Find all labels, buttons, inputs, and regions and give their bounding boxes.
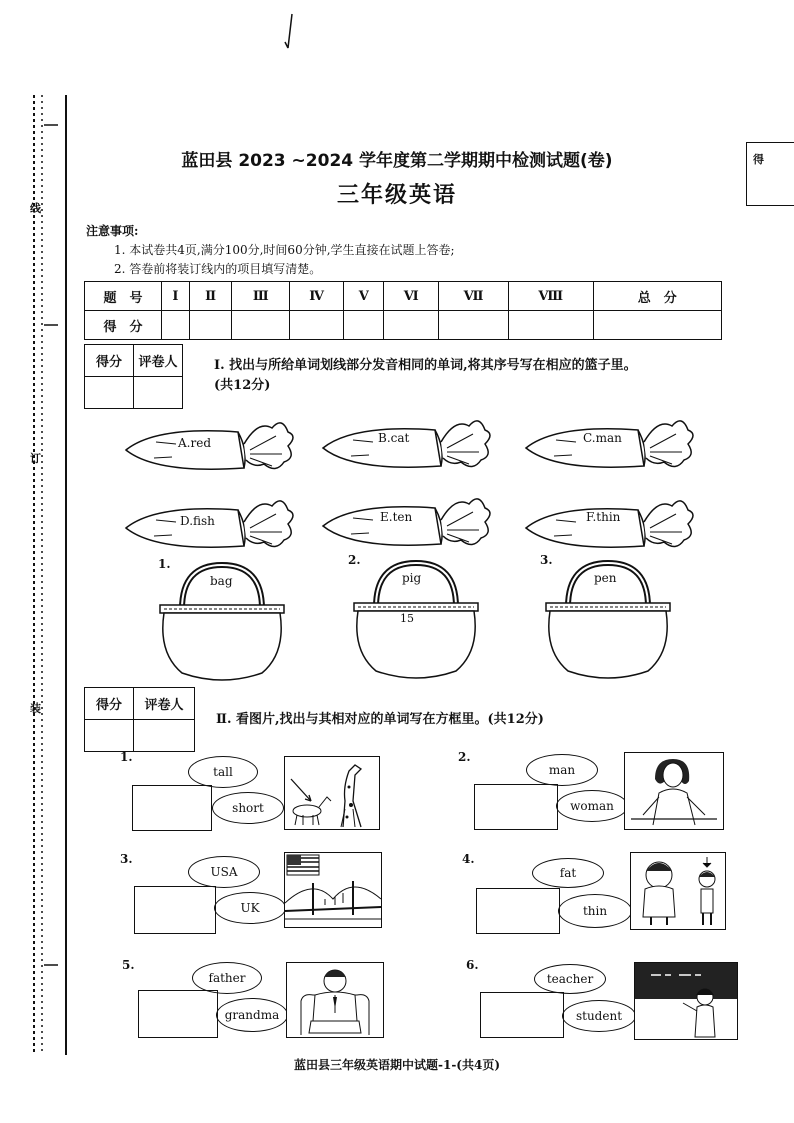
- word-oval-tall: tall: [188, 756, 258, 788]
- picture-teacher-at-board: [634, 962, 738, 1040]
- item-num-2: 2.: [458, 750, 471, 764]
- side-tab-label: 得: [753, 153, 764, 166]
- notes-item-2: 2. 答卷前将装订线内的项目填写清楚。: [114, 262, 322, 276]
- word-oval-grandma: grandma: [216, 998, 288, 1032]
- teacher-board-icon: [635, 963, 737, 1039]
- item-num-5: 5.: [122, 958, 135, 972]
- item-num-4: 4.: [462, 852, 475, 866]
- answer-box-1[interactable]: [132, 785, 212, 831]
- carrot-word-e: E.ten: [380, 510, 413, 524]
- word-oval-thin: thin: [558, 894, 632, 928]
- pen-mark: [280, 12, 300, 52]
- score-table: [84, 281, 722, 340]
- word-oval-fat: fat: [532, 858, 604, 888]
- item-num-6: 6.: [466, 958, 479, 972]
- col-2: Ⅱ: [189, 282, 232, 311]
- binding-mark-line: 线: [30, 202, 41, 215]
- picture-us-flag-bridge: [284, 852, 382, 928]
- word-oval-father: father: [192, 962, 262, 994]
- col-4: Ⅳ: [290, 282, 344, 311]
- binding-mark-ding: 订: [30, 452, 41, 465]
- carrot-icon: [526, 501, 693, 547]
- col-total: 总 分: [593, 282, 721, 311]
- notes: [86, 222, 455, 279]
- item-num-3: 3.: [120, 852, 133, 866]
- answer-box-6[interactable]: [480, 992, 564, 1038]
- carrot-word-f: F.thin: [586, 510, 621, 524]
- score-row1-label: 题 号: [85, 282, 162, 311]
- section1-instruction: Ⅰ. 找出与所给单词划线部分发音相同的单词,将其序号写在相应的篮子里。: [214, 358, 637, 373]
- answer-box-2[interactable]: [474, 784, 558, 830]
- basket-num-1: 1.: [158, 557, 171, 571]
- carrot-word-a: A.red: [178, 436, 211, 450]
- answer-box-3[interactable]: [134, 886, 216, 934]
- carrot-word-c: C.man: [583, 431, 622, 445]
- col-7: Ⅶ: [439, 282, 509, 311]
- answer-box-5[interactable]: [138, 990, 218, 1038]
- exam-subject: 三年级英语: [336, 183, 457, 208]
- word-oval-man: man: [526, 754, 598, 786]
- man-in-chair-icon: [287, 963, 383, 1037]
- answer-box-4[interactable]: [476, 888, 560, 934]
- picture-giraffe-and-goat: [284, 756, 380, 830]
- grader-score-label: 得分: [85, 345, 134, 377]
- baskets-area: [0, 555, 794, 685]
- giraffe-goat-icon: [285, 757, 379, 829]
- score-cell[interactable]: [189, 311, 232, 340]
- carrots-area: [0, 400, 794, 560]
- woman-icon: [625, 753, 723, 829]
- two-boys-icon: [631, 853, 725, 929]
- score-cell[interactable]: [232, 311, 290, 340]
- score-cell[interactable]: [508, 311, 593, 340]
- col-6: Ⅵ: [384, 282, 439, 311]
- word-oval-woman: woman: [556, 790, 628, 822]
- grader-score-cell[interactable]: [85, 720, 134, 752]
- grader-box-2: [84, 687, 195, 752]
- col-3: Ⅲ: [232, 282, 290, 311]
- page-footer: 蓝田县三年级英语期中试题-1-(共4页): [293, 1058, 501, 1072]
- score-cell[interactable]: [162, 311, 190, 340]
- basket-word-3: pen: [594, 571, 617, 585]
- score-cell[interactable]: [344, 311, 384, 340]
- score-cell[interactable]: [439, 311, 509, 340]
- carrot-word-b: B.cat: [378, 431, 410, 445]
- score-table-score-row: [85, 311, 722, 340]
- binding-mark-zhuang: 装: [30, 702, 41, 715]
- grader-name-label: 评卷人: [134, 345, 183, 377]
- flag-bridge-icon: [285, 853, 381, 927]
- picture-man-in-chair: [286, 962, 384, 1038]
- picture-woman: [624, 752, 724, 830]
- basket-num-2: 2.: [348, 553, 361, 567]
- grader-name-cell[interactable]: [134, 720, 195, 752]
- word-oval-short: short: [212, 792, 284, 824]
- col-8: Ⅷ: [508, 282, 593, 311]
- carrot-word-d: D.fish: [180, 514, 215, 528]
- section1-points: (共12分): [214, 378, 271, 393]
- basket-num-3: 3.: [540, 553, 553, 567]
- score-table-header-row: [85, 282, 722, 311]
- basket-word-1: bag: [210, 574, 233, 588]
- section2-instruction: Ⅱ. 看图片,找出与其相对应的单词写在方框里。(共12分): [216, 712, 544, 727]
- score-row2-label: 得 分: [85, 311, 162, 340]
- word-oval-teacher: teacher: [534, 964, 606, 994]
- word-oval-student: student: [562, 1000, 636, 1032]
- basket-word-2: pig: [402, 571, 422, 585]
- item-num-1: 1.: [120, 750, 133, 764]
- col-1: Ⅰ: [162, 282, 190, 311]
- col-5: Ⅴ: [344, 282, 384, 311]
- score-cell[interactable]: [290, 311, 344, 340]
- notes-heading: 注意事项:: [86, 224, 139, 238]
- score-cell[interactable]: [593, 311, 721, 340]
- grader-score-label: 得分: [85, 688, 134, 720]
- score-cell[interactable]: [384, 311, 439, 340]
- notes-item-1: 1. 本试卷共4页,满分100分,时间60分钟,学生直接在试题上答卷;: [114, 243, 455, 257]
- word-oval-uk: UK: [214, 892, 286, 924]
- grader-name-label: 评卷人: [134, 688, 195, 720]
- word-oval-usa: USA: [188, 856, 260, 888]
- basket-answer-2[interactable]: 15: [400, 612, 414, 625]
- exam-title: 蓝田县 2023 ~2024 学年度第二学期期中检测试题(卷): [181, 151, 613, 171]
- picture-two-boys: [630, 852, 726, 930]
